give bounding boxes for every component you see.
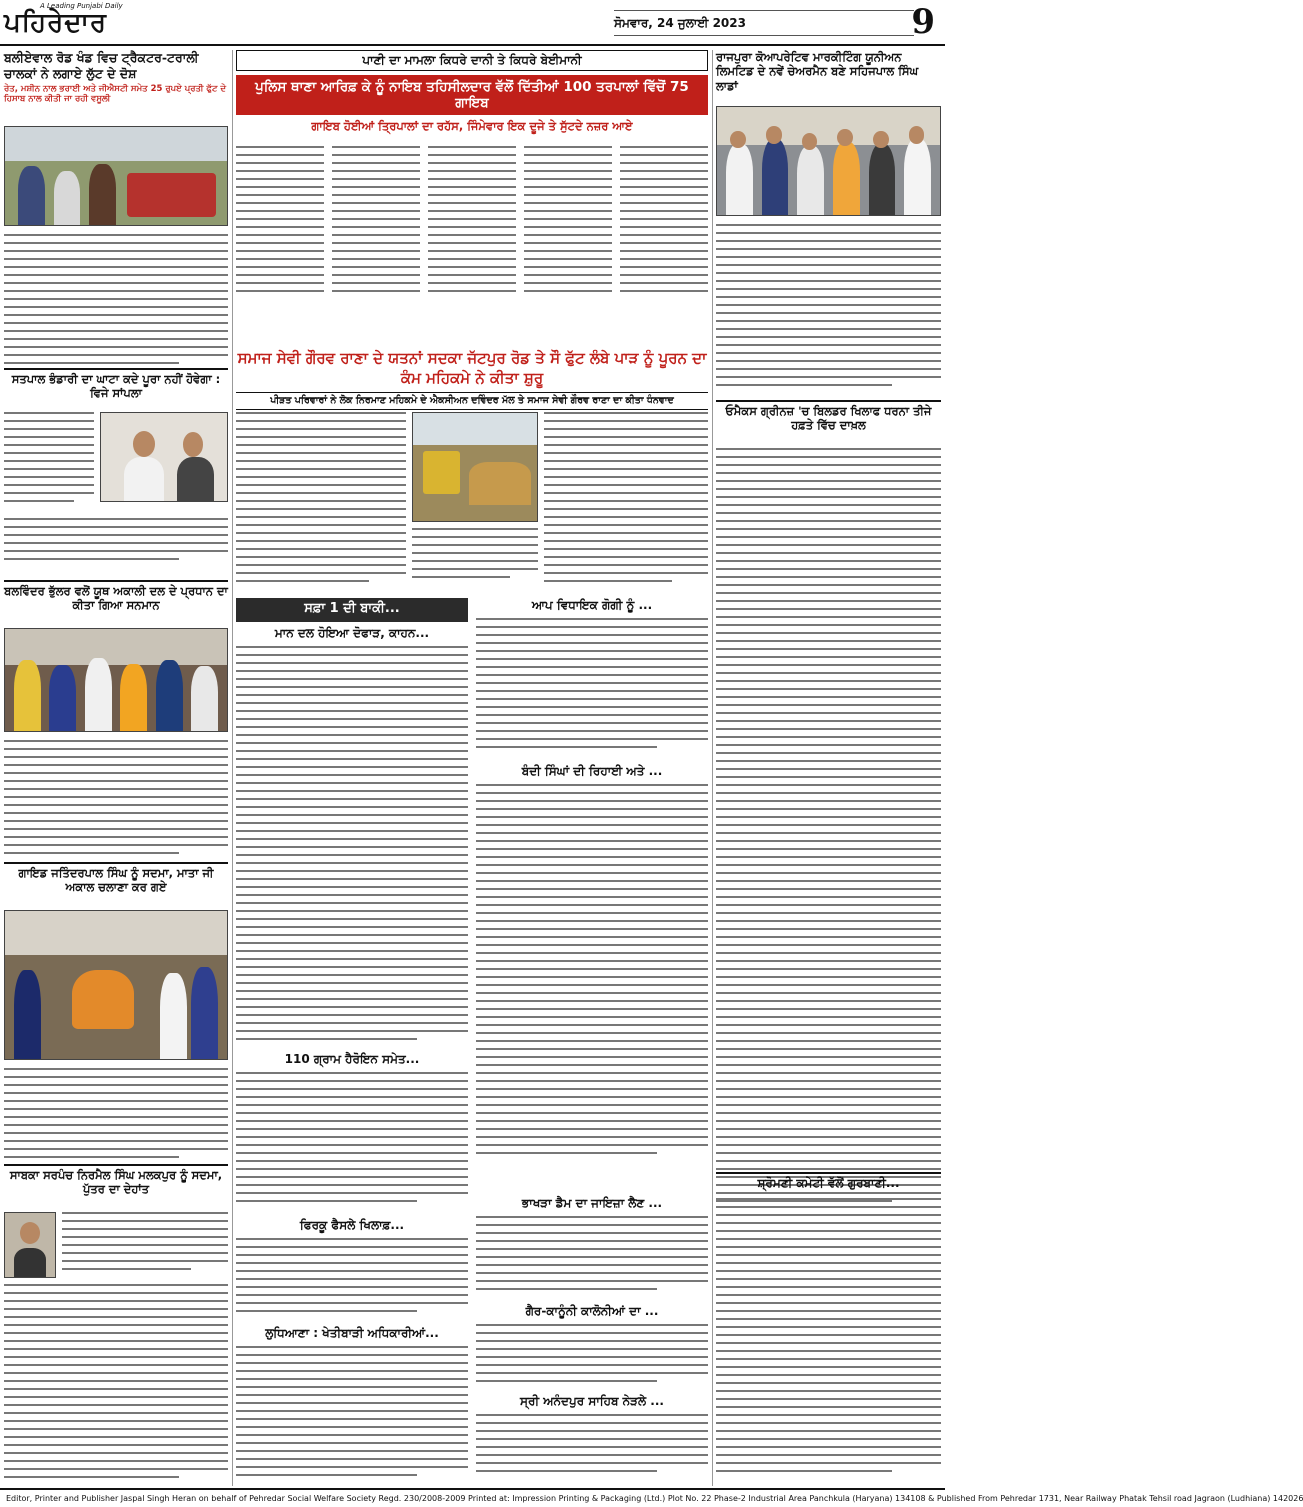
continuation-headline: ਮਾਨ ਦਲ ਹੋਇਆ ਦੋਫਾੜ, ਕਾਹਨ... <box>274 626 430 640</box>
continuation-headline: ਲੁਧਿਆਣਾ : ਖੇਤੀਬਾੜੀ ਅਧਿਕਾਰੀਆਂ... <box>265 1326 439 1340</box>
continuations-right <box>476 598 708 1486</box>
newspaper-logo: ਪਹਿਰੇਦਾਰ <box>4 8 107 38</box>
story-headline: ਸ਼੍ਰੋਮਣੀ ਕਮੇਟੀ ਵੱਲੋਂ ਗੁਰਬਾਣੀ... <box>757 1176 900 1190</box>
article-body <box>544 412 708 592</box>
article-body <box>476 1324 708 1390</box>
story-headline: ਸਾਬਕਾ ਸਰਪੰਚ ਨਿਰਮੈਲ ਸਿੰਘ ਮਲਕਪੁਰ ਨੂੰ ਸਦਮਾ, ਪੁੱਤਰ ਦਾ ਦੇਹਾਂਤ <box>9 1168 223 1197</box>
column-rule <box>712 50 713 1486</box>
story-subheadline: ਪੀੜਤ ਪਰਿਵਾਰਾਂ ਨੇ ਲੋਕ ਨਿਰਮਾਣ ਮਹਿਕਮੇ ਦੇ ਐਕਸੀਅਨ ਦਵਿੰਦਰ ਮੱਲ ਤੇ ਸਮਾਜ ਸੇਵੀ ਗੌਰਵ ਰਾਣਾ ਦਾ ਕੀਤਾ ਧੰਨਵਾਦ <box>236 392 708 410</box>
story-headline: ਸਮਾਜ ਸੇਵੀ ਗੌਰਵ ਰਾਣਾ ਦੇ ਯਤਨਾਂ ਸਦਕਾ ਜੱਟਪੁਰ ਰੋਡ ਤੇ ਸੌ ਫੁੱਟ ਲੰਬੇ ਪਾੜ ਨੂੰ ਪੂਰਨ ਦਾ ਕੰਮ ਮਹਿਕਮੇ ਨੇ ਕੀਤਾ ਸ਼ੁਰੂ <box>237 349 707 388</box>
article-body <box>62 1212 228 1278</box>
story-headline: ਗਾਇਡ ਜਤਿੰਦਰਪਾਲ ਸਿੰਘ ਨੂੰ ਸਦਮਾ, ਮਾਤਾ ਜੀ ਅਕਾਲ ਚਲਾਣਾ ਕਰ ਗਏ <box>18 866 214 895</box>
continuations-left <box>236 626 468 1486</box>
continuation-headline: ਸ੍ਰੀ ਅਨੰਦਪੁਰ ਸਾਹਿਬ ਨੇੜਲੇ ... <box>520 1394 664 1408</box>
issue-date: ਸੋਮਵਾਰ, 24 ਜੁਲਾਈ 2023 <box>614 10 914 36</box>
page-number: 9 <box>911 2 935 42</box>
article-body <box>236 1238 468 1322</box>
article-body <box>4 412 94 512</box>
masthead <box>0 0 945 46</box>
article-body <box>716 224 941 396</box>
story-headline: ਓਮੈਕਸ ਗ੍ਰੀਨਜ਼ 'ਚ ਬਿਲਡਰ ਖਿਲਾਫ ਧਰਨਾ ਤੀਜੇ ਹਫ਼ਤੇ ਵਿੱਚ ਦਾਖ਼ਲ <box>725 404 932 433</box>
right-column <box>716 50 941 1486</box>
continuation-headline: ਬੰਦੀ ਸਿੰਘਾਂ ਦੀ ਰਿਹਾਈ ਅਤੇ ... <box>521 764 663 778</box>
continuation-headline: ਭਾਖੜਾ ਡੈਮ ਦਾ ਜਾਇਜ਼ਾ ਲੈਣ ... <box>521 1196 663 1210</box>
continued-section-banner <box>236 598 468 622</box>
story-headline: ਬਲਵਿੰਦਰ ਭੁੱਲਰ ਵਲੋਂ ਯੂਥ ਅਕਾਲੀ ਦਲ ਦੇ ਪ੍ਰਧਾਨ ਦਾ ਕੀਤਾ ਗਿਆ ਸਨਮਾਨ <box>4 584 228 613</box>
article-body <box>4 234 228 374</box>
imprint-text: Editor, Printer and Publisher Jaspal Singh Heran on behalf of Pehredar Social Welfare Society Regd. 230/2008-2009 Printed at: Impression Printing & Packaging (Ltd.) Plot No. 22 Phase-2 Industrial Area Panchkula (Haryana) 134108 & Published From Pehredar 1731, Near Railway Phatak Tehsil road Jagraon (Ludhiana) 142026 <box>6 1494 1303 1503</box>
article-body <box>236 412 406 592</box>
article-body <box>716 448 941 1168</box>
article-body <box>236 1346 468 1482</box>
article-body <box>476 784 708 1190</box>
article-body <box>236 646 468 1046</box>
lead-banner-headline: ਪੁਲਿਸ ਥਾਣਾ ਆਰਿਫ਼ ਕੇ ਨੂੰ ਨਾਇਬ ਤਹਿਸੀਲਦਾਰ ਵੱਲੋਂ ਦਿੱਤੀਆਂ 100 ਤਰਪਾਲਾਂ ਵਿੱਚੋਂ 75 ਗਾਇਬ <box>236 75 708 115</box>
story-subheadline: ਰੇਤ, ਮਸ਼ੀਨ ਨਾਲ ਭਰਾਈ ਅਤੇ ਜੀਐਸਟੀ ਸਮੇਤ 25 ਰੁਪਏ ਪ੍ਰਤੀ ਫੁੱਟ ਦੇ ਹਿਸਾਬ ਨਾਲ ਕੀਤੀ ਜਾ ਰਹੀ ਵਸੂਲੀ <box>4 84 227 105</box>
article-body <box>4 1284 228 1484</box>
continuation-headline: ਆਪ ਵਿਧਾਇਕ ਗੋਗੀ ਨੂੰ ... <box>531 598 653 612</box>
continuation-headline: ਫਿਰਕੂ ਫੈਸਲੇ ਖਿਲਾਫ਼... <box>299 1218 405 1232</box>
article-body <box>4 518 228 578</box>
story-headline: ਸਤਪਾਲ ਭੰਡਾਰੀ ਦਾ ਘਾਟਾ ਕਦੇ ਪੂਰਾ ਨਹੀਂ ਹੋਵੇਗਾ : ਵਿਜੇ ਸਾਂਪਲਾ <box>11 372 221 401</box>
article-body <box>476 1414 708 1484</box>
article-body <box>476 1216 708 1300</box>
group-photo <box>716 106 941 216</box>
lead-subheadline: ਗਾਇਬ ਹੋਈਆਂ ਤ੍ਰਿਪਾਲਾਂ ਦਾ ਰਹੱਸ, ਜਿੰਮੇਵਾਰ ਇਕ ਦੂਜੇ ਤੇ ਸੁੱਟਦੇ ਨਜ਼ਰ ਆਏ <box>311 119 633 133</box>
news-photo <box>4 628 228 732</box>
article-body <box>716 1198 941 1484</box>
tagline: A Leading Punjabi Daily <box>40 2 123 10</box>
article-body <box>412 528 538 592</box>
continuation-headline: ਗੈਰ-ਕਾਨੂੰਨੀ ਕਾਲੋਨੀਆਂ ਦਾ ... <box>525 1304 659 1318</box>
article-body <box>4 1068 228 1164</box>
lead-article-body <box>236 146 708 346</box>
news-photo <box>4 126 228 226</box>
road-repair-photo <box>412 412 538 522</box>
article-body <box>4 740 228 860</box>
imprint-footer <box>0 1488 1303 1507</box>
continued-section-label: ਸਫ਼ਾ 1 ਦੀ ਬਾਕੀ... <box>304 601 400 616</box>
left-column <box>4 50 228 1486</box>
continuation-headline: 110 ਗ੍ਰਾਮ ਹੈਰੋਇਨ ਸਮੇਤ... <box>284 1052 420 1066</box>
story-headline: ਬਲੀਏਵਾਲ ਰੋਡ ਖੰਡ ਵਿਚ ਟ੍ਰੈਕਟਰ-ਟਰਾਲੀ ਚਾਲਕਾਂ ਨੇ ਲਗਾਏ ਲੁੱਟ ਦੇ ਦੋਸ਼ <box>4 50 199 81</box>
center-column <box>236 50 708 1486</box>
funeral-photo <box>4 910 228 1060</box>
portrait-photo <box>100 412 228 502</box>
article-body <box>476 618 708 758</box>
column-rule <box>232 50 233 1486</box>
portrait-photo <box>4 1212 56 1278</box>
article-body <box>236 1072 468 1212</box>
story-kicker: ਪਾਣੀ ਦਾ ਮਾਮਲਾ ਕਿਧਰੇ ਦਾਨੀ ਤੇ ਕਿਧਰੇ ਬੇਈਮਾਨੀ <box>236 50 708 71</box>
story-headline: ਰਾਜਪੁਰਾ ਕੋਆਪਰੇਟਿਵ ਮਾਰਕੀਟਿੰਗ ਯੂਨੀਅਨ ਲਿਮਟਿਡ ਦੇ ਨਵੇਂ ਚੇਅਰਮੈਨ ਬਣੇ ਸਹਿਜਪਾਲ ਸਿੰਘ ਲਾਡਾਂ <box>716 50 919 93</box>
